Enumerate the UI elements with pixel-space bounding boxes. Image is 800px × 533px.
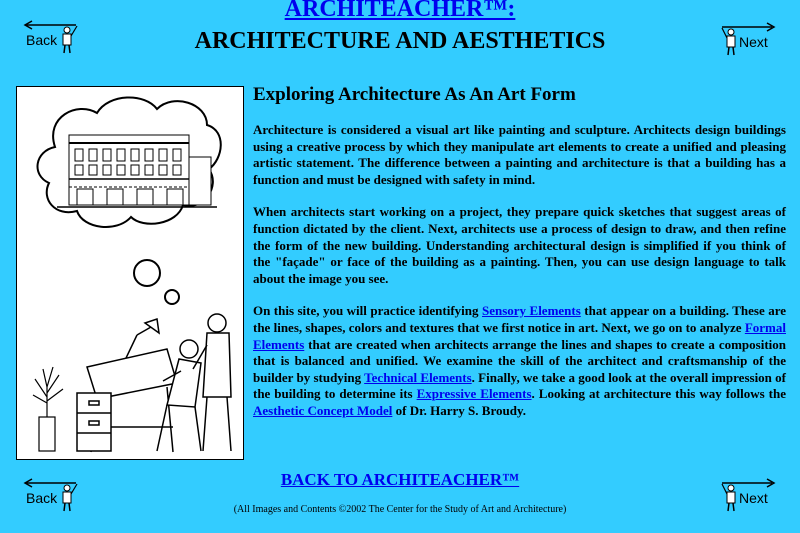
paragraph-1: Architecture is considered a visual art like painting and sculpture. Architects design buildings using a creative process by which they manipulate art elements to create a unified and pleasing artistic statement. The difference between a painting and architecture is that a building has a function and must be designed with safety in mind. (253, 122, 786, 187)
paragraph-2: When architects start working on a project, they prepare quick sketches that suggest areas of function dictated by the client. Next, architects use a process of design to draw, and then refine the form of the new building. Understanding architectural design is simplified if you think of the "façade" or face of the building as a painting. Then, you can use design language to talk about the image you see. (253, 204, 786, 286)
back-to-architeacher-link[interactable]: BACK TO ARCHITEACHER™ (280, 470, 520, 489)
aesthetic-concept-model-link[interactable]: Aesthetic Concept Model (253, 402, 393, 418)
paragraph-3-text: that appear on a building. These are the lines, shapes, colors and textures that we first notice in art. Next, we go on to analyze (253, 303, 786, 335)
technical-elements-link[interactable]: Technical Elements (364, 369, 472, 385)
copyright-notice: (All Images and Contents ©2002 The Center for the Study of Art and Architecture) (233, 504, 567, 515)
paragraph-3-text: . Looking at architecture this way follows the (531, 386, 786, 402)
site-title-link-container (0, 0, 800, 23)
paragraph-3-text: . Finally, we take a good look at the overall impression of the building to determine its (253, 369, 786, 402)
site-title-link[interactable]: ARCHITEACHER™: (284, 0, 516, 22)
sensory-elements-link[interactable]: Sensory Elements (482, 303, 581, 319)
expressive-elements-link[interactable]: Expressive Elements (416, 386, 532, 402)
paragraph-3-text: of Dr. Harry S. Broudy. (392, 402, 526, 418)
back-label: Back (26, 490, 58, 506)
next-label: Next (739, 34, 768, 50)
next-label: Next (739, 490, 768, 506)
architect-illustration (16, 86, 244, 460)
section-heading: Exploring Architecture As An Art Form (253, 84, 576, 105)
back-label: Back (26, 32, 58, 48)
formal-elements-link[interactable]: Formal Elements (253, 319, 786, 352)
paragraph-3-text: On this site, you will practice identifying (253, 303, 482, 319)
paragraph-3-text: that are created when architects arrange the lines and shapes to create a composition that is balanced and unified. We examine the skill of the architect and craftsmanship of the builder by studying (253, 336, 786, 385)
main-content (253, 84, 786, 436)
back-link-container (0, 470, 800, 490)
page-title: ARCHITECTURE AND AESTHETICS (194, 28, 606, 54)
paragraph-3 (253, 303, 786, 419)
